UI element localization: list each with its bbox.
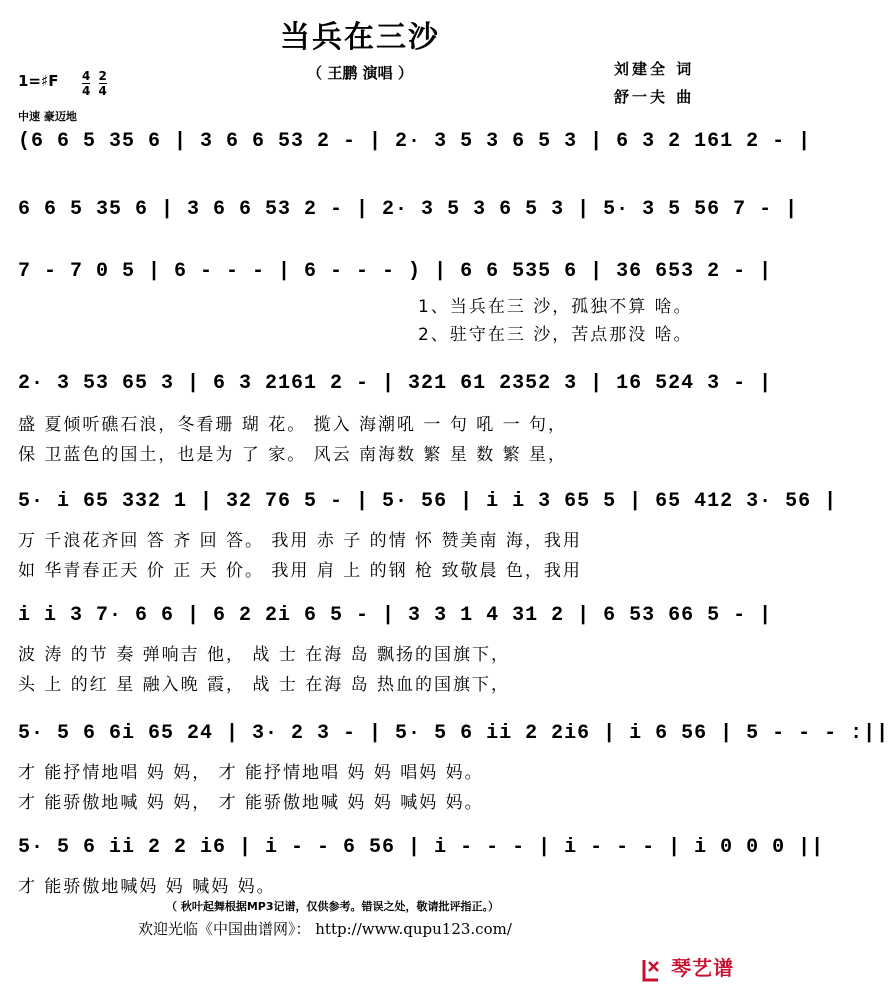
score-line-2: 6 6 5 35 6 | 3 6 6 53 2 - | 2· 3 5 3 6 5 3 | 5· 3 5 56 7 - |	[18, 198, 799, 221]
lyric-line-7-verse-2: 才 能骄傲地喊 妈 妈， 才 能骄傲地喊 妈 妈 喊妈 妈。	[18, 793, 484, 813]
song-title: 当兵在三沙	[280, 20, 440, 55]
time-signature	[82, 70, 111, 97]
singer-credit: （ 王鹏 演唱 ）	[307, 64, 413, 82]
lyric-line-6-verse-1: 波 涛 的节 奏 弹响吉 他， 战 士 在海 岛 飘扬的国旗下，	[18, 645, 511, 665]
score-line-1: (6 6 5 35 6 | 3 6 6 53 2 - | 2· 3 5 3 6 5 3 | 6 3 2 161 2 - |	[18, 130, 812, 153]
website-credit: 欢迎光临《中国曲谱网》： http://www.qupu123.com/	[138, 920, 512, 938]
lyric-line-4-verse-2: 保 卫蓝色的国土，也是为 了 家。 风云 南海数 繁 星 数 繁 星，	[18, 445, 568, 465]
lyricist-credit: 刘建全 词	[614, 60, 695, 78]
site-logo	[640, 952, 750, 986]
lyric-line-8: 才 能骄傲地喊妈 妈 喊妈 妈。	[18, 877, 276, 897]
composer-credit: 舒一夫 曲	[614, 88, 695, 106]
key-signature: 1=♯F	[18, 72, 59, 90]
lyric-line-5-verse-2: 如 华青春正天 价 正 天 价。 我用 肩 上 的钢 枪 致敬晨 色，我用	[18, 561, 582, 581]
lyric-line-4-verse-1: 盛 夏倾听礁石浪，冬看珊 瑚 花。 揽入 海潮吼 一 句 吼 一 句，	[18, 415, 568, 435]
meter-b-bottom: 4	[98, 84, 107, 98]
meter-b-top: 2	[98, 69, 107, 83]
music-logo-icon	[640, 958, 662, 984]
lyric-line-6-verse-2: 头 上 的红 星 融入晚 霞， 战 士 在海 岛 热血的国旗下，	[18, 675, 511, 695]
lyric-line-5-verse-1: 万 千浪花齐回 答 齐 回 答。 我用 赤 子 的情 怀 赞美南 海，我用	[18, 531, 582, 551]
meter-b	[99, 70, 107, 97]
tempo-marking: 中速 豪迈地	[18, 110, 77, 123]
score-line-5: 5· i 65 332 1 | 32 76 5 - | 5· 56 | i i 3 65 5 | 65 412 3· 56 |	[18, 490, 838, 513]
logo-text: 琴艺谱	[671, 956, 735, 980]
transcription-note: （ 秋叶起舞根据MP3记谱，仅供参考。错误之处，敬请批评指正。）	[166, 900, 499, 913]
meter-a-bottom: 4	[82, 84, 91, 98]
score-line-4: 2· 3 53 65 3 | 6 3 2161 2 - | 321 61 2352 3 | 16 524 3 - |	[18, 372, 773, 395]
meter-a	[82, 70, 90, 97]
score-line-7: 5· 5 6 6i 65 24 | 3· 2 3 - | 5· 5 6 ii 2 2i6 | i 6 56 | 5 - - - :||	[18, 722, 889, 745]
score-line-6: i i 3 7· 6 6 | 6 2 2i 6 5 - | 3 3 1 4 31 2 | 6 53 66 5 - |	[18, 604, 773, 627]
lyric-line-3-verse-1: 1、当兵在三 沙，孤独不算 啥。	[418, 297, 693, 317]
score-line-3: 7 - 7 0 5 | 6 - - - | 6 - - - ) | 6 6 535 6 | 36 653 2 - |	[18, 260, 773, 283]
score-line-8: 5· 5 6 ii 2 2 i6 | i - - 6 56 | i - - - | i - - - | i 0 0 0 ||	[18, 836, 825, 859]
lyric-line-3-verse-2: 2、驻守在三 沙，苦点那没 啥。	[418, 325, 693, 345]
meter-a-top: 4	[82, 69, 91, 83]
lyric-line-7-verse-1: 才 能抒情地唱 妈 妈， 才 能抒情地唱 妈 妈 唱妈 妈。	[18, 763, 484, 783]
